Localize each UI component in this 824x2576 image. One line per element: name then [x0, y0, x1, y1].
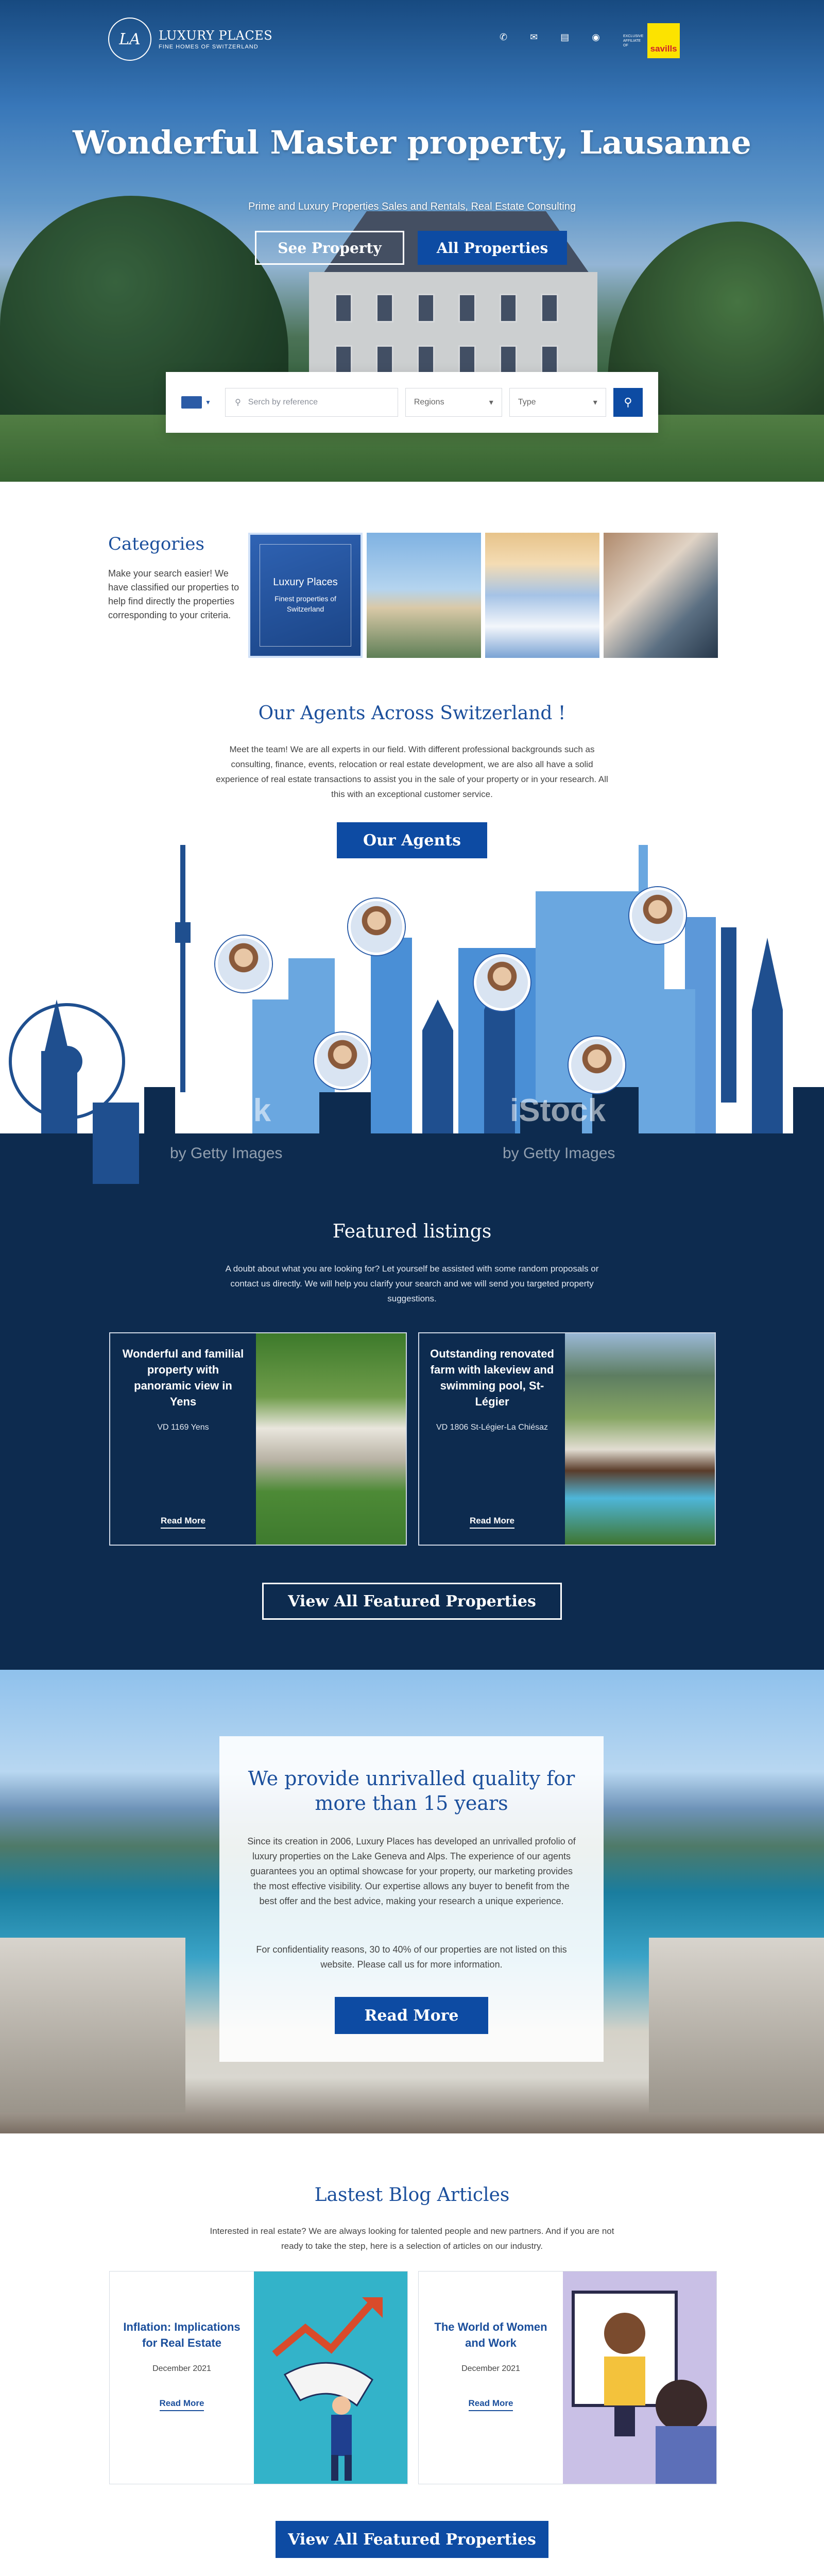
- search-bar: [166, 372, 658, 433]
- featured-listing-card[interactable]: [109, 1332, 407, 1546]
- quality-confidentiality-note: For confidentiality reasons, 30 to 40% of our properties are not listed on this website. Please call us for more information.: [256, 1944, 567, 1970]
- savills-partner-text: EXCLUSIVE AFFILIATE OF: [623, 34, 644, 47]
- agent-avatar[interactable]: [314, 1032, 371, 1089]
- hero-title: Wonderful Master property, Lausanne: [73, 124, 751, 161]
- quality-title: We provide unrivalled quality for more than 15 years: [248, 1767, 575, 1815]
- stock-watermark-sub-left: by Getty Images: [170, 1145, 283, 1162]
- category-tile-mountain[interactable]: [485, 533, 599, 658]
- article-date: December 2021: [152, 2364, 211, 2373]
- categories-title: Categories: [108, 534, 204, 554]
- chevron-down-icon: ▼: [205, 399, 211, 406]
- read-more-link[interactable]: Read More: [160, 2398, 204, 2411]
- read-more-link[interactable]: Read More: [469, 2398, 513, 2411]
- site-logo[interactable]: [108, 18, 272, 61]
- listing-location: VD 1169 Yens: [157, 1423, 209, 1432]
- article-title: Inflation: Implications for Real Estate: [123, 2320, 241, 2349]
- regions-select[interactable]: [405, 388, 502, 417]
- chevron-down-icon: ▾: [489, 398, 493, 407]
- reference-search-input[interactable]: [225, 388, 398, 417]
- agent-avatar[interactable]: [474, 954, 530, 1011]
- featured-description: A doubt about what you are looking for? Let yourself be assisted with some random proposals or contact us directly. We will help you clarify your search and we will send you targeted property suggestions.: [225, 1264, 599, 1303]
- user-icon[interactable]: ◉: [592, 32, 600, 42]
- article-title: The World of Women and Work: [434, 2320, 547, 2349]
- see-property-button[interactable]: See Property: [255, 231, 404, 265]
- all-properties-button[interactable]: All Properties: [418, 231, 567, 265]
- read-more-link[interactable]: Read More: [470, 1516, 514, 1529]
- quality-panel: [219, 1736, 604, 2062]
- blog-description: Interested in real estate? We are always looking for talented people and new partners. And if you are not ready to take the step, here is a selection of articles on our industry.: [210, 2226, 614, 2251]
- sofa-left: [0, 1938, 185, 2113]
- grid-icon: [181, 396, 202, 409]
- our-agents-button[interactable]: Our Agents: [337, 822, 487, 858]
- category-tiles: [248, 533, 718, 658]
- blog-article-card[interactable]: [109, 2271, 408, 2484]
- listing-title: Wonderful and familial property with panoramic view in Yens: [122, 1347, 244, 1408]
- bag-icon[interactable]: ▤: [560, 32, 570, 42]
- listing-type-toggle[interactable]: [181, 390, 218, 415]
- savills-logo: savills: [647, 23, 680, 58]
- type-select[interactable]: [509, 388, 606, 417]
- listing-photo: [256, 1333, 406, 1545]
- listing-location: VD 1806 St-Légier-La Chiésaz: [436, 1423, 548, 1432]
- quality-paragraph: Since its creation in 2006, Luxury Places has developed an unrivalled profolio of luxury properties on the Lake Geneva and Alps. The experience of our agents guarantees you an optimal showcase for your property, our marketing provides the most effective visibility. Our expertise allows any buyer to benefit from the best offer and the best advice, making your research a unique experience.: [247, 1836, 576, 1906]
- blog-title: Lastest Blog Articles: [314, 2184, 510, 2206]
- city-skyline-illustration: [0, 845, 824, 1185]
- agents-title: Our Agents Across Switzerland !: [258, 703, 566, 724]
- listing-photo: [565, 1333, 715, 1545]
- regions-label: Regions: [414, 398, 444, 406]
- stock-watermark-right: iStock: [510, 1093, 606, 1128]
- stock-watermark-left: iStock: [175, 1093, 271, 1128]
- read-more-button[interactable]: Read More: [335, 1997, 488, 2034]
- article-date: December 2021: [461, 2364, 520, 2373]
- logo-name: LUXURY PLACES: [159, 28, 273, 43]
- featured-title: Featured listings: [332, 1221, 492, 1242]
- logo-monogram: LA: [108, 18, 151, 61]
- featured-listing-card[interactable]: [418, 1332, 716, 1546]
- reference-search-placeholder: Serch by reference: [248, 398, 318, 406]
- category-tile-investment[interactable]: [604, 533, 718, 658]
- article-illustration: [563, 2272, 716, 2484]
- read-more-link[interactable]: Read More: [161, 1516, 205, 1529]
- categories-description: Make your search easier! We have classified our properties to help find directly the properties corresponding to your criteria.: [108, 568, 239, 620]
- view-all-featured-button[interactable]: View All Featured Properties: [262, 1583, 562, 1620]
- sofa-right: [649, 1938, 824, 2113]
- category-tile-title: Luxury Places: [273, 577, 338, 588]
- stock-watermark-sub-right: by Getty Images: [503, 1145, 615, 1162]
- savills-affiliate[interactable]: [623, 23, 680, 59]
- hero-subtitle: Prime and Luxury Properties Sales and Rentals, Real Estate Consulting: [248, 201, 576, 212]
- agent-avatar[interactable]: [348, 899, 405, 955]
- listing-title: Outstanding renovated farm with lakeview and swimming pool, St-Légier: [430, 1347, 554, 1408]
- search-submit-button[interactable]: [613, 388, 643, 417]
- search-icon: ⚲: [624, 396, 632, 409]
- article-illustration: [254, 2272, 407, 2484]
- agent-avatar[interactable]: [629, 887, 686, 944]
- agents-description: Meet the team! We are all experts in our field. With different professional backgrounds such as consulting, finance, events, relocation or real estate development, we are also all have a solid experience of real estate transactions to assist you in the sale of your property or in your research. All this with an exceptional customer service.: [216, 744, 608, 799]
- agent-avatar[interactable]: [569, 1037, 625, 1093]
- phone-icon[interactable]: ✆: [500, 32, 508, 42]
- search-icon: ⚲: [235, 398, 241, 407]
- type-label: Type: [518, 398, 536, 406]
- blog-article-card[interactable]: [418, 2271, 717, 2484]
- agent-avatar[interactable]: [215, 936, 272, 992]
- category-tile-subtitle: Finest properties of Switzerland: [274, 595, 336, 613]
- logo-tagline: FINE HOMES OF SWITZERLAND: [159, 44, 259, 50]
- view-all-blog-button[interactable]: View All Featured Properties: [276, 2521, 548, 2558]
- category-tile-luxury[interactable]: [248, 533, 363, 658]
- header-icons: [500, 32, 600, 43]
- category-tile-lakeside[interactable]: [367, 533, 481, 658]
- mail-icon[interactable]: ✉: [530, 32, 538, 42]
- chevron-down-icon: ▾: [593, 398, 597, 407]
